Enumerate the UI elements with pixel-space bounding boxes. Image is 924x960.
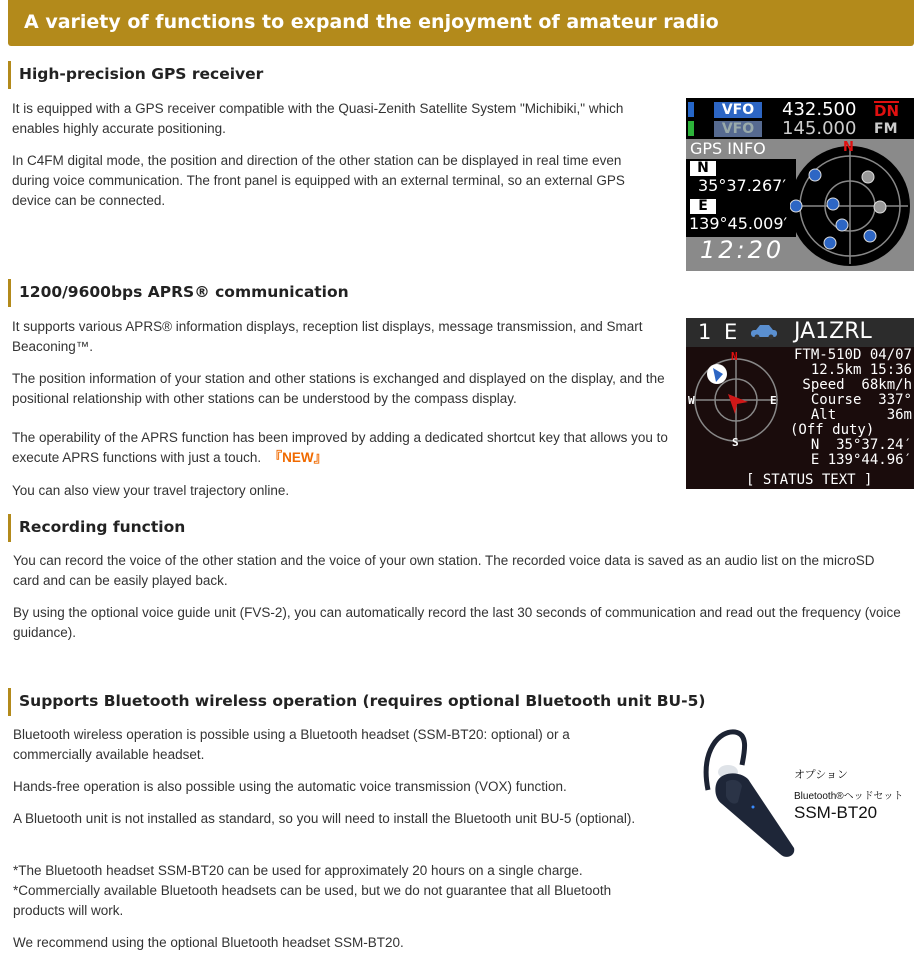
gps-info-screen-image [686, 98, 914, 271]
bluetooth-paragraph-4: We recommend using the optional Bluetooth headset SSM-BT20. [13, 935, 404, 950]
latitude: 35°37.267′ [698, 176, 786, 195]
compass-w: W [688, 394, 695, 407]
bluetooth-paragraph-2: Hands-free operation is also possible using the automatic voice transmission (VOX) function. [13, 779, 567, 794]
model-label: SSM-BT20 [794, 803, 878, 822]
vfo-b-label: VFO [714, 121, 762, 137]
aprs-screen-image [686, 318, 914, 489]
detail-line: Speed 68km/h [802, 377, 912, 393]
satellite-radar-icon [790, 142, 914, 270]
recording-paragraph-1: You can record the voice of the other station and the voice of your own station. The recorded voice data is saved as an audio list on the microSD card and can be easily played back. [13, 553, 875, 588]
detail-line: 12.5km 15:36 [810, 362, 912, 378]
recording-heading: Recording function [8, 514, 185, 542]
vfo-a-label: VFO [714, 102, 762, 118]
gps-heading: High-precision GPS receiver [8, 61, 263, 89]
aprs-heading: 1200/9600bps APRS® communication [8, 279, 349, 307]
page-banner [8, 0, 914, 46]
aprs-paragraph-1: It supports various APRS® information displays, reception list displays, message transmission, and Smart Beaconing™. [12, 319, 643, 354]
gps-paragraph-1: It is equipped with a GPS receiver compatible with the Quasi-Zenith Satellite System "Michibiki," which enables highly accurate positioning. [12, 101, 624, 136]
detail-line: (Off duty) [790, 422, 875, 438]
headset-icon [690, 720, 800, 860]
status-text: [ STATUS TEXT ] [746, 472, 873, 488]
aprs-paragraph-2: The position information of your station and other stations is exchanged and displayed on the display, and the positional relationship with other stations can be understood by the compass display. [12, 371, 665, 406]
mode-a: DN [874, 102, 900, 120]
compass-icon [690, 354, 782, 446]
gps-paragraph-2: In C4FM digital mode, the position and direction of the other station can be displayed in real time even during voice communication. The front panel is equipped with an external terminal, so an external GPS device can be connected. [12, 153, 625, 208]
aprs-paragraph-3-text: The operability of the APRS function has been improved by adding a dedicated shortcut key that allows you to execute APRS functions with just a touch. [12, 430, 668, 465]
aprs-paragraph-3 [12, 428, 672, 468]
product-type-label: Bluetooth®ヘッドセット [794, 791, 904, 802]
bluetooth-paragraph-3: A Bluetooth unit is not installed as standard, so you will need to install the Bluetooth unit BU-5 (optional). [13, 811, 636, 826]
detail-line: Course 337° [810, 392, 912, 408]
callsign: JA1ZRL [794, 319, 872, 344]
bluetooth-heading: Supports Bluetooth wireless operation (requires optional Bluetooth unit BU-5) [8, 688, 705, 716]
headset-product-image [690, 720, 920, 860]
detail-line: Alt 36m [810, 407, 912, 423]
car-icon [750, 324, 778, 340]
detail-line: FTM-510D 04/07 [793, 347, 912, 363]
banner-title: A variety of functions to expand the enjoyment of amateur radio [24, 11, 719, 33]
gps-info-title: GPS INFO [690, 139, 766, 158]
north-marker: N [843, 140, 854, 155]
station-index: 1 E [698, 320, 741, 344]
compass-n: N [731, 350, 738, 363]
longitude: 139°45.009′ [689, 214, 788, 233]
station-details [784, 348, 912, 468]
mode-b: FM [874, 121, 898, 137]
aprs-paragraph-4: You can also view your travel trajectory online. [12, 483, 290, 498]
detail-line: E 139°44.96′ [810, 452, 912, 468]
bluetooth-paragraph-1: Bluetooth wireless operation is possible using a Bluetooth headset (SSM-BT20: optional) or a commercially available headset. [13, 727, 570, 762]
bluetooth-note-2: *Commercially available Bluetooth headsets can be used, but we do not guarantee that all Bluetooth products will work. [13, 883, 612, 918]
new-badge: 『NEW』 [268, 450, 328, 465]
bluetooth-note-1: *The Bluetooth headset SSM-BT20 can be used for approximately 20 hours on a single charge. [13, 863, 583, 878]
lon-label: E [690, 199, 716, 214]
time: 12:20 [700, 236, 785, 264]
freq-a: 432.500 [782, 99, 857, 120]
recording-paragraph-2: By using the optional voice guide unit (FVS-2), you can automatically record the last 30 seconds of communication and read out the frequency (voice guidance). [13, 605, 901, 640]
lat-label: N [690, 161, 716, 176]
compass-e: E [770, 394, 777, 407]
detail-line: N 35°37.24′ [810, 437, 912, 453]
compass-s: S [732, 436, 739, 449]
option-label: オプション [794, 769, 849, 781]
freq-b: 145.000 [782, 118, 857, 139]
